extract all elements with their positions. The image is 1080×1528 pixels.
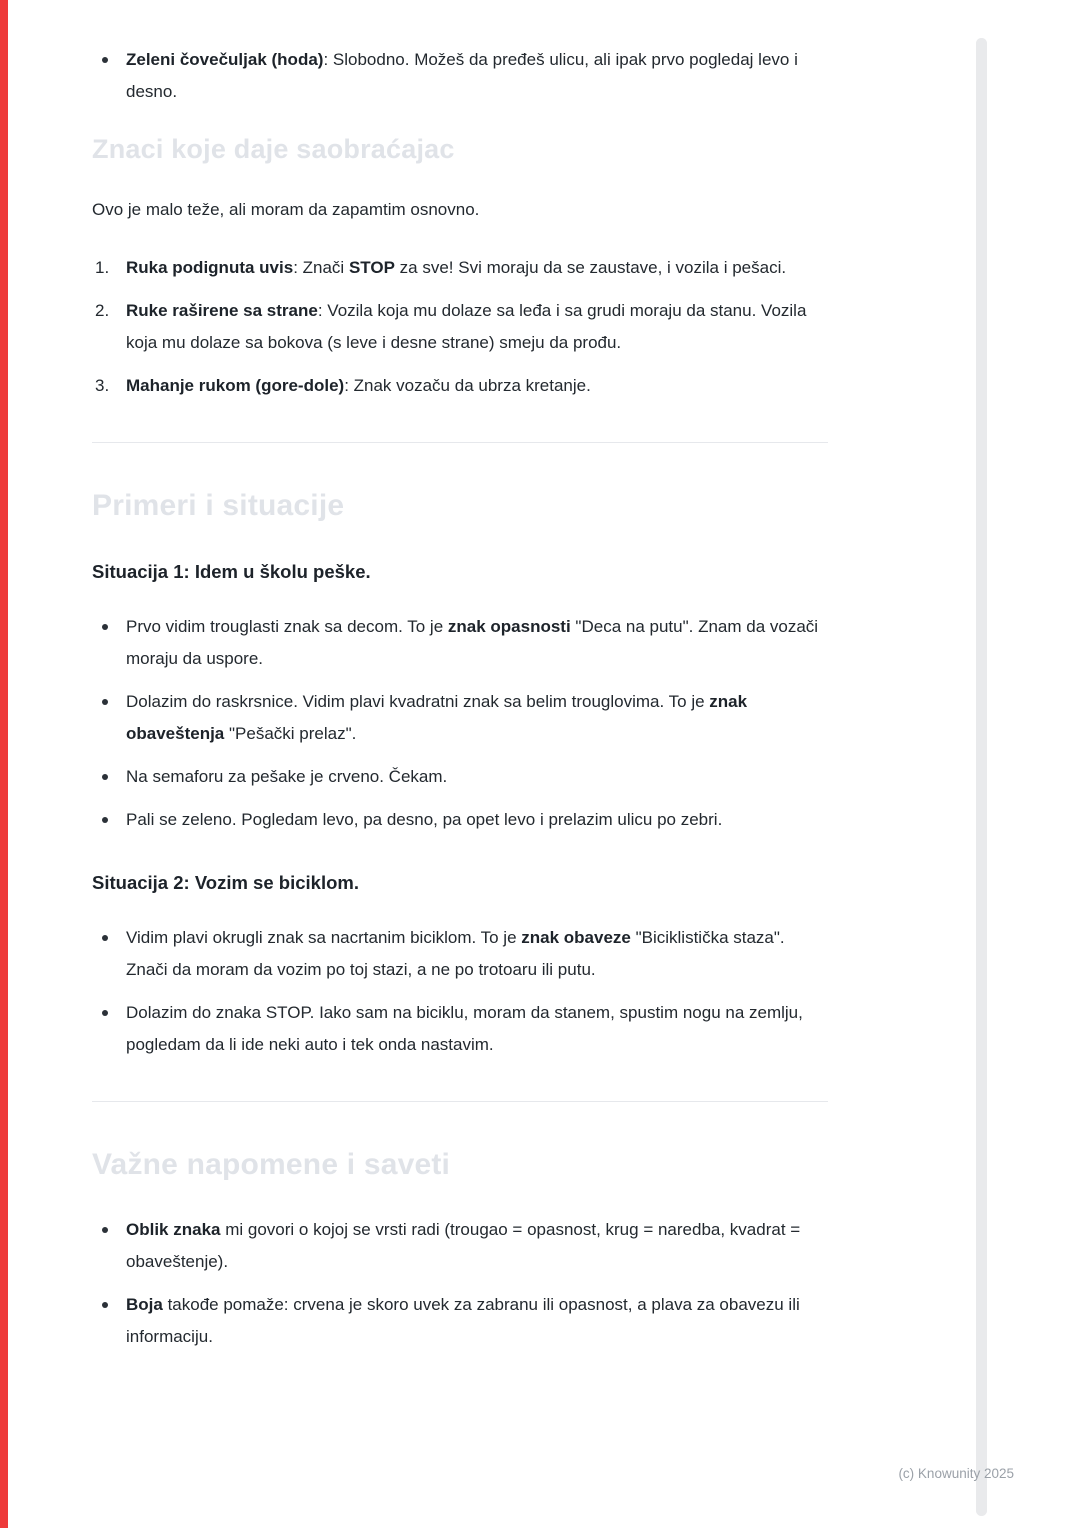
list-item-text [126,1220,800,1271]
notes-bullet-list [92,1214,828,1353]
text-segment: znak opasnosti [447,617,571,636]
document-content [92,44,828,1364]
text-segment: mi govori o kojoj se vrsti radi (trougao = opasnost, krug = naredba, kvadrat = obaveštenje). [126,1220,801,1271]
text-segment: takođe pomaže: crvena je skoro uvek za zabranu ili opasnost, a plava za obavezu ili informaciju. [126,1295,800,1346]
text-segment: Boja [126,1295,163,1314]
text-segment: Pali se zeleno. Pogledam levo, pa desno, pa opet levo i prelazim ulicu po zebri. [126,810,723,829]
list-item-text [126,376,591,395]
section-heading-examples: Primeri i situacije [92,489,345,522]
text-segment: Ruka podignuta uvis [126,258,294,277]
situation1-bullet-list [92,611,828,836]
list-item-text [126,767,447,786]
list-item [92,686,828,750]
list-item-number: 1. [95,258,110,277]
list-item [92,1289,828,1353]
signals-numbered-list [92,252,828,402]
list-item [92,252,828,284]
list-item-number: 2. [95,301,110,320]
text-segment: za sve! Svi moraju da se zaustave, i vozila i pešaci. [394,258,787,277]
text-segment: Dolazim do znaka STOP. Iako sam na biciklu, moram da stanem, spustim nogu na zemlju, pogledam da li ide neki auto i tek onda nastavim. [126,1003,803,1054]
footer-copyright: (c) Knowunity 2025 [898,1466,1014,1481]
text-segment: "Deca na putu". Znam da vozači moraju da uspore. [126,617,819,668]
text-segment: znak obaveze [521,928,631,947]
list-item-text [126,928,785,979]
list-item [92,611,828,675]
section-divider [92,442,828,443]
text-segment: Dolazim do raskrsnice. Vidim plavi kvadratni znak sa belim trouglovima. To je [126,692,710,711]
list-item-text [126,258,786,277]
list-item [92,997,828,1061]
scrollbar-thumb[interactable] [976,38,987,1516]
intro-bullet-list [92,44,828,108]
text-segment: Oblik znaka [126,1220,221,1239]
text-segment: : Slobodno. Možeš da pređeš ulicu, ali ipak prvo pogledaj levo i desno. [126,50,798,101]
list-item-text [126,810,722,829]
text-segment: znak obaveštenja [126,692,748,743]
text-segment: : Znak vozaču da ubrza kretanje. [344,376,591,395]
list-item-text [126,50,798,101]
text-segment: Zeleni čovečuljak (hoda) [126,50,324,69]
scrollbar[interactable] [976,38,987,1516]
list-item-text [126,301,806,352]
list-item [92,44,828,108]
text-segment: : Vozila koja mu dolaze sa leđa i sa grudi moraju da stanu. Vozila koja mu dolaze sa bokova (s leve i desne strane) smeju da prođu. [126,301,807,352]
text-segment: : Znači [293,258,349,277]
section-heading-signals: Znaci koje daje saobraćajac [92,134,455,164]
list-item-number: 3. [95,376,110,395]
list-item-text [126,692,747,743]
list-item [92,922,828,986]
situation2-bullet-list [92,922,828,1061]
text-segment: Vidim plavi okrugli znak sa nacrtanim biciklom. To je [126,928,522,947]
text-segment: Mahanje rukom (gore-dole) [126,376,345,395]
section-divider [92,1101,828,1102]
signals-lead-paragraph: Ovo je malo teže, ali moram da zapamtim osnovno. [92,200,480,219]
list-item [92,370,828,402]
text-segment: Prvo vidim trouglasti znak sa decom. To je [126,617,448,636]
text-segment: Na semaforu za pešake je crveno. Čekam. [126,767,448,786]
situation2-title: Situacija 2: Vozim se biciklom. [92,872,359,893]
list-item [92,295,828,359]
text-segment: Ruke raširene sa strane [126,301,318,320]
list-item [92,761,828,793]
list-item-text [126,617,818,668]
left-accent-bar [0,0,8,1528]
text-segment: "Biciklistička staza". Znači da moram da vozim po toj stazi, a ne po trotoaru ili putu. [126,928,785,979]
list-item-text [126,1003,803,1054]
section-heading-notes: Važne napomene i saveti [92,1148,451,1181]
text-segment: "Pešački prelaz". [224,724,357,743]
text-segment: STOP [348,258,395,277]
list-item [92,804,828,836]
list-item-text [126,1295,800,1346]
situation1-title: Situacija 1: Idem u školu peške. [92,561,371,582]
list-item [92,1214,828,1278]
